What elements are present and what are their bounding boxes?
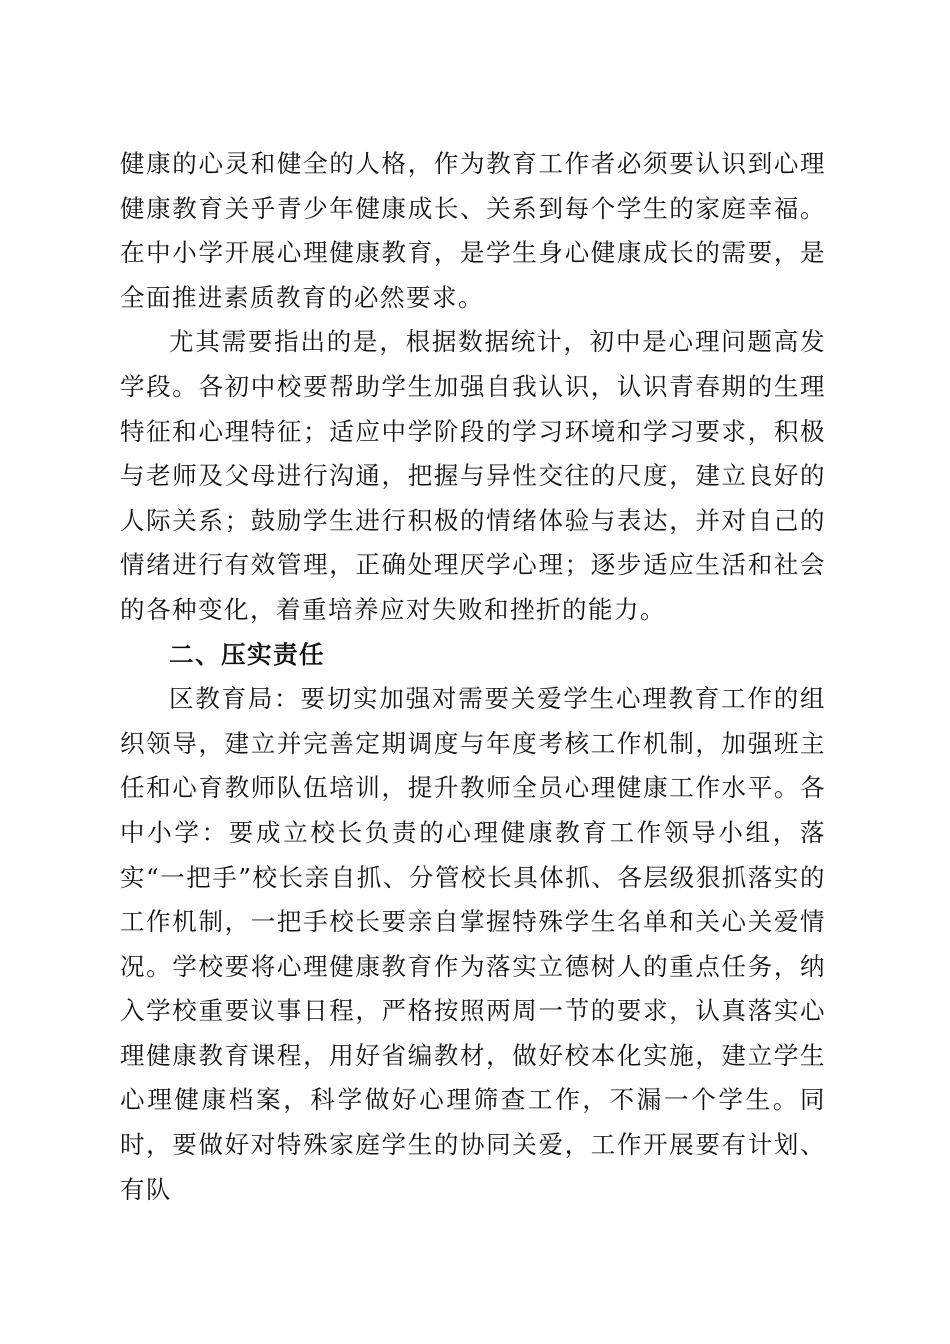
section-heading-responsibility: 二、压实责任 <box>169 639 325 669</box>
paragraph-education-bureau: 区教育局：要切实加强对需要关爱学生心理教育工作的组织领导，建立并完善定期调度与年度考核工作机制，加强班主任和心育教师队伍培训，提升教师全员心理健康工作水平。各中小学：要成立校长负责的心理健康教育工作领导小组，落实“一把手”校长亲自抓、分管校长具体抓、各层级狠抓落实的工作机制，一把手校长要亲自掌握特殊学生名单和关心关爱情况。学校要将心理健康教育作为落实立德树人的重点任务，纳入学校重要议事日程，严格按照两周一节的要求，认真落实心理健康教育课程，用好省编教材，做好校本化实施，建立学生心理健康档案，科学做好心理筛查工作，不漏一个学生。同时，要做好对特殊家庭学生的协同关爱，工作开展要有计划、有队 <box>120 684 826 1204</box>
paragraph-continued: 健康的心灵和健全的人格，作为教育工作者必须要认识到心理健康教育关乎青少年健康成长、关系到每个学生的家庭幸福。在中小学开展心理健康教育，是学生身心健康成长的需要，是全面推进素质教育的必然要求。 <box>120 149 826 312</box>
document-body <box>120 142 826 1212</box>
paragraph-junior-high: 尤其需要指出的是，根据数据统计，初中是心理问题高发学段。各初中校要帮助学生加强自我认识，认识青春期的生理特征和心理特征；适应中学阶段的学习环境和学习要求，积极与老师及父母进行沟通，把握与异性交往的尺度，建立良好的人际关系；鼓励学生进行积极的情绪体验与表达，并对自己的情绪进行有效管理，正确处理厌学心理；逐步适应生活和社会的各种变化，着重培养应对失败和挫折的能力。 <box>120 327 826 624</box>
